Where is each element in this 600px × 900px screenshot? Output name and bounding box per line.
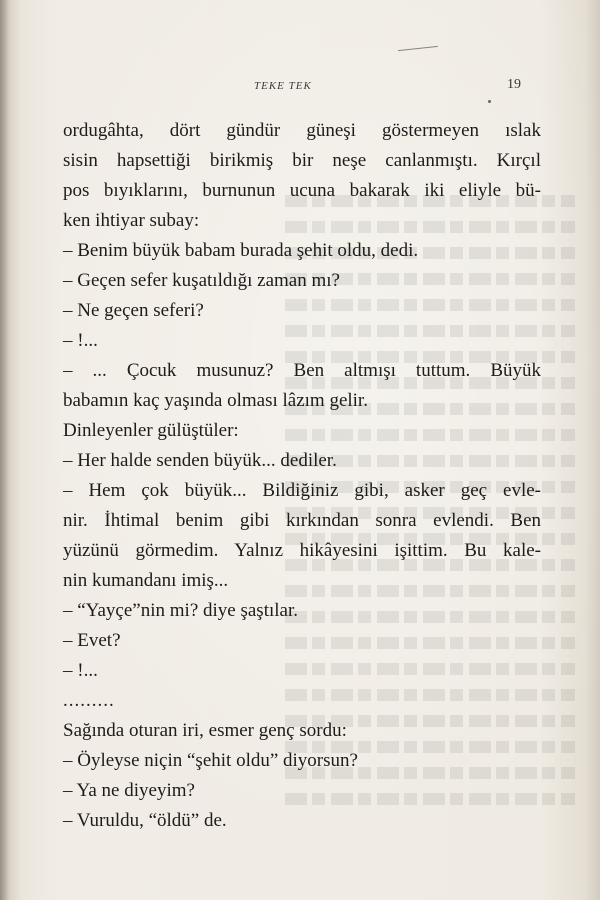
section-ellipsis: ......... xyxy=(63,690,115,711)
dialogue-line: – Ya ne diyeyim? xyxy=(63,780,195,801)
pencil-mark xyxy=(398,46,438,51)
page-number: 19 xyxy=(507,77,521,92)
spine-shadow xyxy=(0,0,10,900)
dialogue-line: – Ne geçen seferi? xyxy=(63,300,204,321)
text-line: babamın kaç yaşında olması lâzım gelir. xyxy=(63,390,368,411)
ink-dot xyxy=(488,100,491,103)
text-line: pos bıyıklarını, burnunun ucuna bakarak iki eliyle bü- xyxy=(63,180,541,201)
dialogue-line: – ... Çocuk musunuz? Ben altmışı tuttum. Büyük xyxy=(63,360,541,381)
dialogue-line: – Her halde senden büyük... dediler. xyxy=(63,450,337,471)
dialogue-line: – !... xyxy=(63,330,98,351)
running-head xyxy=(0,77,600,100)
text-line: nir. İhtimal benim gibi kırkından sonra evlendi. Ben xyxy=(63,510,541,531)
text-line: Dinleyenler gülüştüler: xyxy=(63,420,239,441)
text-line: ordugâhta, dört gündür güneşi göstermeyen ıslak xyxy=(63,120,541,141)
text-line: Sağında oturan iri, esmer genç sordu: xyxy=(63,720,347,741)
text-line: ken ihtiyar subay: xyxy=(63,210,200,231)
dialogue-line: – Evet? xyxy=(63,630,121,651)
body-text xyxy=(63,116,541,836)
dialogue-line: – Vuruldu, “öldü” de. xyxy=(63,810,227,831)
dialogue-line: – Öyleyse niçin “şehit oldu” diyorsun? xyxy=(63,750,358,771)
text-line: nin kumandanı imiş... xyxy=(63,570,229,591)
dialogue-line: – Benim büyük babam burada şehit oldu, dedi. xyxy=(63,240,419,261)
running-head-title: TEKE TEK xyxy=(254,80,312,92)
text-line: yüzünü görmedim. Yalnız hikâyesini işittim. Bu kale- xyxy=(63,540,541,561)
dialogue-line: – Hem çok büyük... Bildiğiniz gibi, asker geç evle- xyxy=(63,480,541,501)
text-line: sisin hapsettiği birikmiş bir neşe canlanmıştı. Kırçıl xyxy=(63,150,541,171)
dialogue-line: – !... xyxy=(63,660,98,681)
dialogue-line: – Geçen sefer kuşatıldığı zaman mı? xyxy=(63,270,340,291)
dialogue-line: – “Yayçe”nin mi? diye şaştılar. xyxy=(63,600,298,621)
